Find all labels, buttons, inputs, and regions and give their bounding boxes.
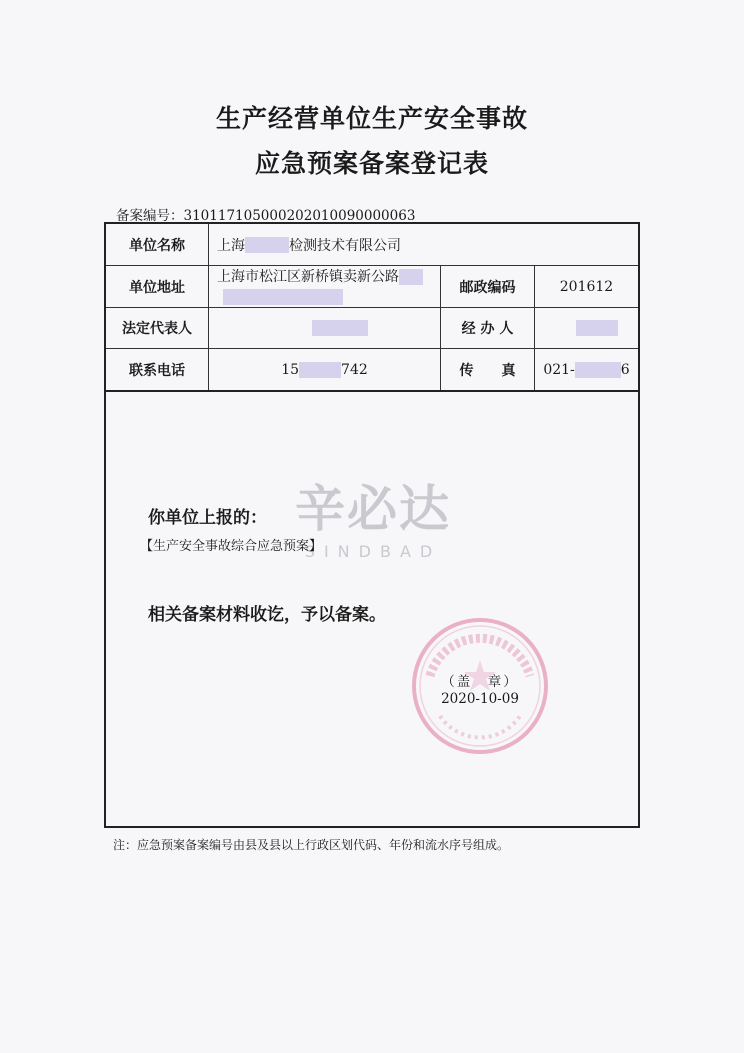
reported-text: 你单位上报的： bbox=[148, 508, 267, 528]
unit-address-text: 上海市松江区新桥镇卖新公路 bbox=[217, 268, 399, 285]
watermark-en: SINDBAD bbox=[304, 542, 442, 561]
table-row-unit-name bbox=[106, 224, 638, 266]
table-row-contact bbox=[106, 349, 638, 392]
fax-suffix: 6 bbox=[620, 361, 630, 378]
handler-label: 经 办 人 bbox=[440, 308, 534, 348]
redaction-mark bbox=[245, 237, 289, 253]
unit-name-prefix: 上海 bbox=[217, 237, 245, 254]
redaction-mark bbox=[312, 320, 368, 336]
handler-value bbox=[534, 308, 638, 348]
table-row-address bbox=[106, 266, 638, 308]
unit-name-suffix: 检测技术有限公司 bbox=[289, 237, 401, 254]
fax-prefix: 021- bbox=[543, 361, 575, 378]
legal-rep-label: 法定代表人 bbox=[122, 321, 192, 337]
unit-name-value bbox=[208, 224, 638, 265]
postal-code-value: 201612 bbox=[534, 266, 638, 307]
fax-label: 传 真 bbox=[440, 349, 534, 390]
phone-suffix: 742 bbox=[341, 361, 368, 378]
watermark-cn: 辛必达 bbox=[295, 480, 451, 538]
phone-value bbox=[208, 349, 440, 390]
document-title-line2: 应急预案备案登记表 bbox=[254, 149, 489, 178]
document-title-line1: 生产经营单位生产安全事故 bbox=[215, 104, 528, 133]
legal-rep-value bbox=[208, 308, 440, 348]
filing-number bbox=[116, 204, 415, 224]
seal-date: 2020-10-09 bbox=[441, 691, 519, 707]
footnote: 注：应急预案备案编号由县及县以上行政区划代码、年份和流水序号组成。 bbox=[113, 838, 510, 852]
seal-label: （盖 章） bbox=[441, 674, 519, 690]
filing-number-value: 310117105000202010090000063 bbox=[183, 208, 416, 224]
unit-address-value bbox=[208, 266, 440, 307]
postal-code-label: 邮政编码 bbox=[440, 266, 534, 307]
fax-value bbox=[534, 349, 638, 390]
redaction-mark bbox=[575, 362, 621, 378]
phone-label: 联系电话 bbox=[129, 362, 185, 379]
redaction-mark bbox=[399, 269, 423, 285]
acknowledgement-text: 相关备案材料收讫，予以备案。 bbox=[148, 605, 386, 625]
redaction-mark bbox=[299, 362, 341, 378]
filing-number-label: 备案编号： bbox=[116, 208, 184, 224]
redaction-mark bbox=[576, 320, 618, 336]
phone-prefix: 15 bbox=[281, 361, 300, 378]
redaction-mark bbox=[223, 289, 343, 305]
plan-name: 【生产安全事故综合应急预案】 bbox=[140, 539, 323, 554]
table-row-legal-rep bbox=[106, 308, 638, 349]
unit-address-label: 单位地址 bbox=[129, 279, 185, 296]
unit-name-label: 单位名称 bbox=[129, 237, 185, 254]
